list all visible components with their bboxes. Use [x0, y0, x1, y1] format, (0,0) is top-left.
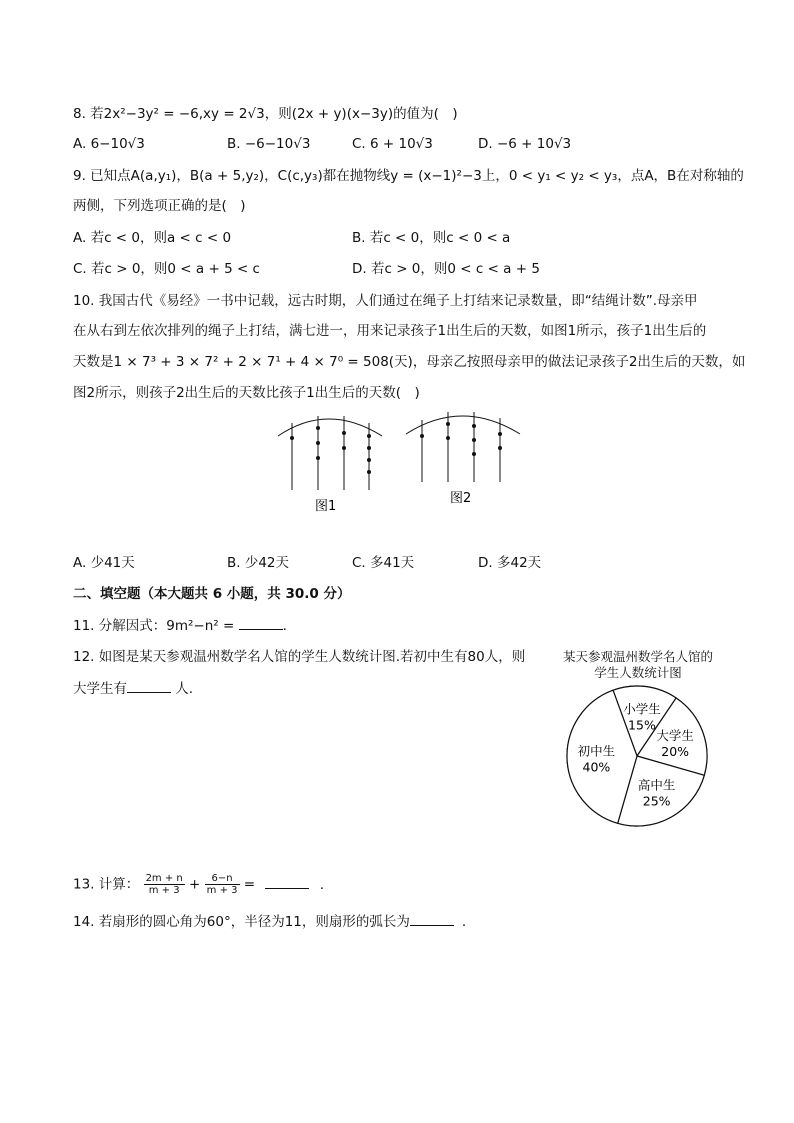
pie-slice-percent-4: 40%: [582, 759, 611, 775]
q11: [73, 615, 287, 636]
q8-option-c: C. 6 + 10√3: [352, 136, 433, 152]
q12-line1: 12. 如图是某天参观温州数学名人馆的学生人数统计图.若初中生有80人，则: [73, 649, 526, 665]
pie-slice-label-1: 小学生: [623, 701, 661, 717]
q13-fraction-2-denominator: m + 3: [206, 885, 238, 896]
q12-answer-blank[interactable]: [127, 678, 171, 693]
figure-1-caption: 图1: [315, 499, 337, 514]
q9-option-b: B. 若c < 0，则c < 0 < a: [352, 230, 511, 246]
section-2-heading: 二、填空题（本大题共 6 小题，共 30.0 分）: [73, 586, 351, 602]
q13-fraction-2-numerator: 6−n: [205, 873, 240, 885]
q10-line4: 图2所示，则孩子2出生后的天数比孩子1出生后的天数( ): [73, 385, 420, 401]
figure-2-caption: 图2: [450, 491, 472, 506]
q14: [73, 911, 466, 932]
q12-line2: [73, 678, 193, 699]
q11-text: 11. 分解因式：9m²−n² =: [73, 618, 239, 634]
q8-option-d: D. −6 + 10√3: [478, 136, 572, 152]
q13-fraction-1: [144, 873, 185, 896]
q13-fraction-2: [205, 873, 240, 896]
q9-option-c: C. 若c > 0，则0 < a + 5 < c: [73, 261, 260, 277]
q10-line3: 天数是1 × 7³ + 3 × 7² + 2 × 7¹ + 4 × 7⁰ = 508(天)，母亲乙按照母亲甲的做法记录孩子2出生后的天数，如: [73, 354, 746, 370]
q9-option-a: A. 若c < 0，则a < c < 0: [73, 230, 232, 246]
q11-answer-blank[interactable]: [239, 615, 283, 630]
q13-prefix: 13. 计算：: [73, 876, 140, 893]
q11-end: .: [282, 618, 287, 634]
q9-stem-line1: 9. 已知点A(a,y₁)，B(a + 5,y₂)，C(c,y₃)都在抛物线y = (x−1)²−3上，0 < y₁ < y₂ < y₃，点A，B在对称轴的: [73, 168, 744, 184]
pie-slice-percent-2: 20%: [661, 744, 690, 760]
q12-line2-text: 大学生有: [73, 681, 127, 697]
pie-slice-label-3: 高中生: [637, 777, 676, 793]
figure-1-knot-ropes: [272, 408, 392, 518]
pie-chart-title-line1: 某天参观温州数学名人馆的: [562, 649, 713, 664]
q13-answer-blank[interactable]: [265, 874, 309, 889]
q9-stem-line2: 两侧，下列选项正确的是( ): [73, 198, 246, 214]
q14-end: .: [461, 914, 467, 930]
q14-text: 14. 若扇形的圆心角为60°，半径为11，则扇形的弧长为: [73, 914, 410, 930]
q13-fraction-1-denominator: m + 3: [148, 885, 180, 896]
q13-equals: =: [243, 876, 256, 893]
q10-line1: 10. 我国古代《易经》一书中记载，远古时期，人们通过在绳子上打结来记录数量，即“结绳计数”.母亲甲: [73, 293, 698, 309]
q13-fraction-1-numerator: 2m + n: [145, 873, 183, 884]
pie-slice-label-4: 初中生: [577, 743, 616, 759]
q13: [73, 873, 324, 896]
q8-option-a: A. 6−10√3: [73, 136, 145, 152]
q10-option-c: C. 多41天: [352, 555, 415, 571]
q10-option-d: D. 多42天: [478, 555, 542, 571]
q13-end: .: [319, 876, 324, 893]
q8-stem: 8. 若2x²−3y² = −6,xy = 2√3，则(2x + y)(x−3y)的值为( ): [73, 106, 458, 122]
pie-chart-title-line2: 学生人数统计图: [594, 665, 682, 680]
q10-option-a: A. 少41天: [73, 555, 135, 571]
pie-slice-label-2: 大学生: [656, 728, 694, 744]
pie-slice-percent-3: 25%: [642, 793, 671, 809]
q8-option-b: B. −6−10√3: [227, 136, 311, 152]
pie-chart: [552, 678, 722, 834]
q10-line2: 在从右到左依次排列的绳子上打结，满七进一，用来记录孩子1出生后的天数，如图1所示，孩子1出生后的: [73, 323, 707, 339]
q14-answer-blank[interactable]: [410, 911, 454, 926]
q12-line2-end: 人.: [171, 681, 194, 697]
q9-option-d: D. 若c > 0，则0 < c < a + 5: [352, 261, 540, 277]
q13-plus: +: [189, 876, 201, 893]
pie-slice-percent-1: 15%: [628, 717, 656, 733]
figure-2-knot-ropes: [402, 404, 526, 508]
q10-option-b: B. 少42天: [227, 555, 290, 571]
